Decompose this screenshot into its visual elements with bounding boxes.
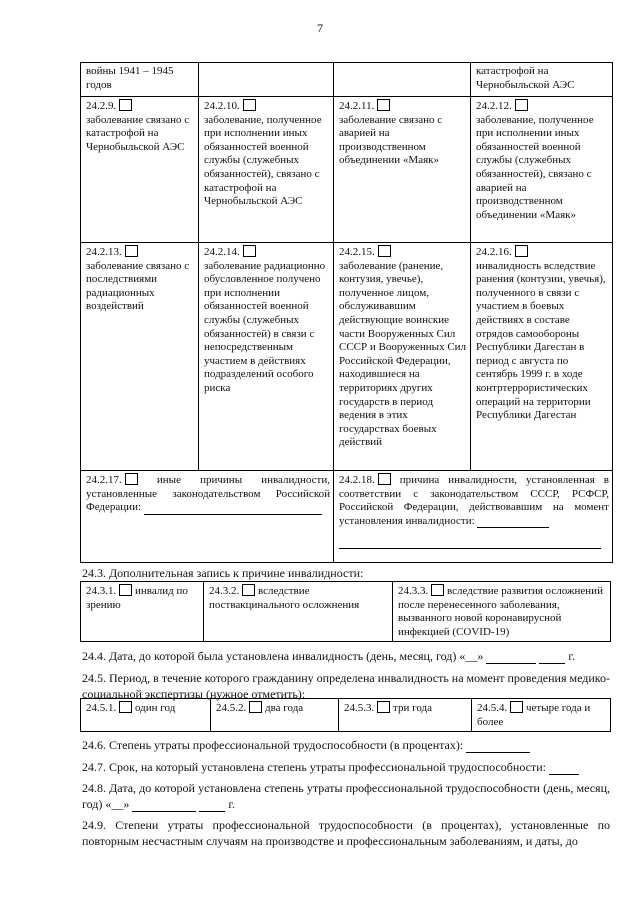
- option-24-5-1: 24.5.1. один год: [81, 699, 211, 732]
- section-24-6: 24.6. Степень утраты профессиональной трудоспособности (в процентах):: [82, 737, 610, 753]
- checkbox-24-2-10[interactable]: [243, 99, 256, 111]
- option-24-5-3: 24.5.3. три года: [339, 699, 472, 732]
- section-24-4: 24.4. Дата, до которой была установлена инвалидность (день, месяц, год) «__» г.: [82, 649, 575, 663]
- option-24-2-15: 24.2.15. заболевание (ранение, контузия, увечье), полученное лицом, обслуживавшим действующие воинские части Вооруженных Сил СССР и Вооруженных Сил Российской Федерации, находившиеся на территориях других государств в период ведения в этих государствах боевых действий: [334, 243, 471, 471]
- top-cell-1: войны 1941 – 1945 годов: [81, 63, 199, 97]
- option-24-2-14: 24.2.14. заболевание радиационно обусловленное получено при исполнении обязанностей военной службы (служебных обязанностей) в связи с непосредственным участием в действиях подразделений особого риска: [199, 243, 334, 471]
- section-24-7: 24.7. Срок, на который установлена степень утраты профессиональной трудоспособности:: [82, 759, 610, 775]
- work-capacity-until-month-field[interactable]: [132, 799, 196, 812]
- checkbox-24-2-11[interactable]: [377, 99, 390, 111]
- section-24-8: 24.8. Дата, до которой установлена степень утраты профессиональной трудоспособности (день, месяц, год) «__» г.: [82, 781, 610, 811]
- disability-cause-table: [80, 62, 613, 563]
- top-cell-4: катастрофой на Чернобыльской АЭС: [471, 63, 613, 97]
- disability-until-month-field[interactable]: [486, 651, 536, 664]
- option-24-2-18: 24.2.18. причина инвалидности, установленная в соответствии с законодательством СССР, РСФСР, Российской Федерации, действовавшим на момент установления инвалидности:: [334, 471, 613, 563]
- section-24-5-heading: 24.5. Период, в течение которого гражданину определена инвалидность на момент проведения медико-социальной экспертизы (нужное отметить):: [82, 671, 610, 701]
- option-24-2-9: 24.2.9. заболевание связано с катастрофой на Чернобыльской АЭС: [81, 97, 199, 243]
- option-24-2-17: 24.2.17. иные причины инвалидности, установленные законодательством Российской Федерации:: [81, 471, 334, 563]
- checkbox-24-2-16[interactable]: [515, 245, 528, 257]
- checkbox-24-5-2[interactable]: [249, 701, 262, 713]
- checkbox-24-2-15[interactable]: [378, 245, 391, 257]
- other-cause-field[interactable]: [144, 502, 322, 515]
- section-24-9: 24.9. Степени утраты профессиональной трудоспособности (в процентах), установленные по повторным несчастным случаям на производстве и профессиональным заболеваниям, и даты, до: [82, 818, 610, 848]
- option-24-3-1: 24.3.1. инвалид по зрению: [81, 582, 204, 642]
- option-24-2-12: 24.2.12. заболевание, полученное при исполнении иных обязанностей военной службы (служебных обязанностей), связано с аварией на производственном объединении «Маяк»: [471, 97, 613, 243]
- top-cell-2: [199, 63, 334, 97]
- checkbox-24-5-3[interactable]: [377, 701, 390, 713]
- option-24-5-4: 24.5.4. четыре года и более: [472, 699, 611, 732]
- section-24-3-heading: 24.3. Дополнительная запись к причине инвалидности:: [82, 566, 364, 580]
- checkbox-24-2-18[interactable]: [378, 473, 391, 485]
- legacy-cause-field[interactable]: [477, 515, 549, 528]
- option-24-5-2: 24.5.2. два года: [211, 699, 339, 732]
- work-capacity-until-year-field[interactable]: [199, 799, 225, 812]
- checkbox-24-3-2[interactable]: [242, 584, 255, 596]
- checkbox-24-2-12[interactable]: [515, 99, 528, 111]
- work-capacity-loss-percent-field[interactable]: [466, 740, 530, 753]
- option-24-3-2: 24.3.2. вследствие поствакцинального осложнения: [204, 582, 393, 642]
- option-24-3-3: 24.3.3. вследствие развития осложнений после перенесенного заболевания, вызванного новой коронавирусной инфекцией (COVID-19): [393, 582, 611, 642]
- option-24-2-13: 24.2.13. заболевание связано с последствиями радиационных воздействий: [81, 243, 199, 471]
- checkbox-24-3-3[interactable]: [431, 584, 444, 596]
- checkbox-24-2-9[interactable]: [119, 99, 132, 111]
- section-24-5-table: [80, 698, 611, 732]
- option-24-2-10: 24.2.10. заболевание, полученное при исполнении иных обязанностей военной службы (служебных обязанностей), связано с катастрофой на Чернобыльской АЭС: [199, 97, 334, 243]
- disability-until-year-field[interactable]: [539, 651, 565, 664]
- checkbox-24-2-14[interactable]: [243, 245, 256, 257]
- checkbox-24-2-13[interactable]: [125, 245, 138, 257]
- page-number: 7: [317, 21, 323, 35]
- legacy-cause-field-line-2[interactable]: [339, 536, 601, 549]
- option-24-2-11: 24.2.11. заболевание связано с аварией на производственном объединении «Маяк»: [334, 97, 471, 243]
- work-capacity-loss-term-field[interactable]: [549, 762, 579, 775]
- top-cell-3: [334, 63, 471, 97]
- checkbox-24-3-1[interactable]: [119, 584, 132, 596]
- option-24-2-16: 24.2.16. инвалидность вследствие ранения (контузии, увечья), полученного в связи с участием в боевых действиях в составе отрядов самообороны Республики Дагестан в период с августа по сентябрь 1999 г. в ходе контртеррористических операций на территории Республики Дагестан: [471, 243, 613, 471]
- section-24-3-table: [80, 581, 611, 642]
- checkbox-24-5-4[interactable]: [510, 701, 523, 713]
- checkbox-24-2-17[interactable]: [125, 473, 138, 485]
- checkbox-24-5-1[interactable]: [119, 701, 132, 713]
